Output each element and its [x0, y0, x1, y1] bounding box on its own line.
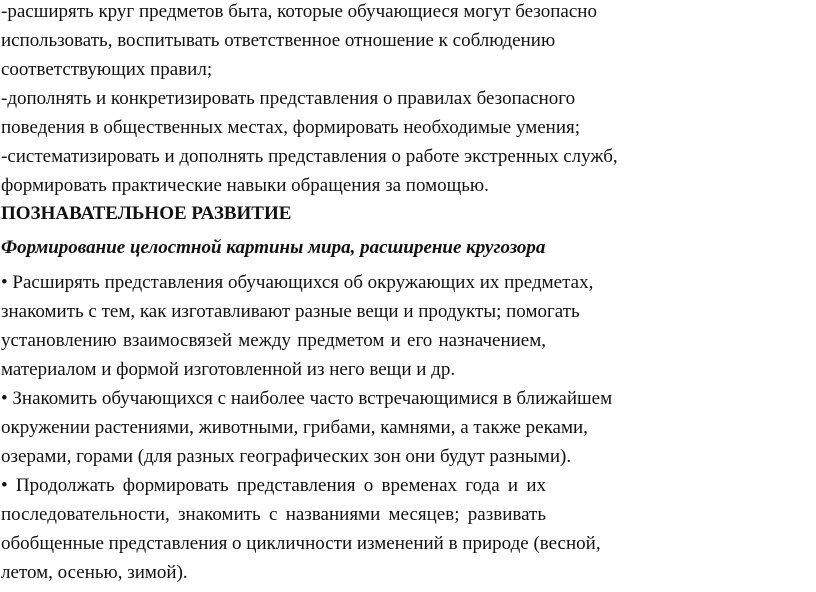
bullet-item-1-line-2: знакомить с тем, как изготавливают разные вещи и продукты; помогать	[1, 301, 580, 322]
text-line-4: -дополнять и конкретизировать представления о правилах безопасного	[1, 88, 576, 109]
text-line-6: -систематизировать и дополнять представления о работе экстренных служб,	[1, 146, 618, 167]
bullet-item-3-line-2: последовательности, знакомить с названиями месяцев; развивать	[1, 504, 546, 525]
subsection-heading: Формирование целостной картины мира, расширение кругозора	[1, 237, 546, 258]
bullet-item-1-line-4: материалом и формой изготовленной из него вещи и др.	[1, 359, 456, 380]
text-line-3: соответствующих правил;	[1, 59, 213, 80]
text-line-2: использовать, воспитывать ответственное отношение к соблюдению	[1, 30, 556, 51]
bullet-item-1-line-1: • Расширять представления обучающихся об окружающих их предметах,	[1, 272, 594, 293]
text-line-1: -расширять круг предметов быта, которые обучающиеся могут безопасно	[1, 1, 597, 22]
section-heading: ПОЗНАВАТЕЛЬНОЕ РАЗВИТИЕ	[1, 203, 292, 224]
bullet-item-3-line-3: обобщенные представления о цикличности изменений в природе (весной,	[1, 533, 601, 554]
bullet-item-2-line-1: • Знакомить обучающихся с наиболее часто встречающимися в ближайшем	[1, 388, 613, 409]
text-line-7: формировать практические навыки обращения за помощью.	[1, 175, 489, 196]
bullet-item-3-line-4: летом, осенью, зимой).	[1, 562, 188, 583]
text-line-5: поведения в общественных местах, формировать необходимые умения;	[1, 117, 581, 138]
bullet-item-1-line-3: установлению взаимосвязей между предметом и его назначением,	[1, 330, 546, 351]
bullet-item-3-line-1: • Продолжать формировать представления о временах года и их	[1, 475, 546, 496]
bullet-item-2-line-2: окружении растениями, животными, грибами, камнями, а также реками,	[1, 417, 588, 438]
bullet-item-2-line-3: озерами, горами (для разных географических зон они будут разными).	[1, 446, 572, 467]
